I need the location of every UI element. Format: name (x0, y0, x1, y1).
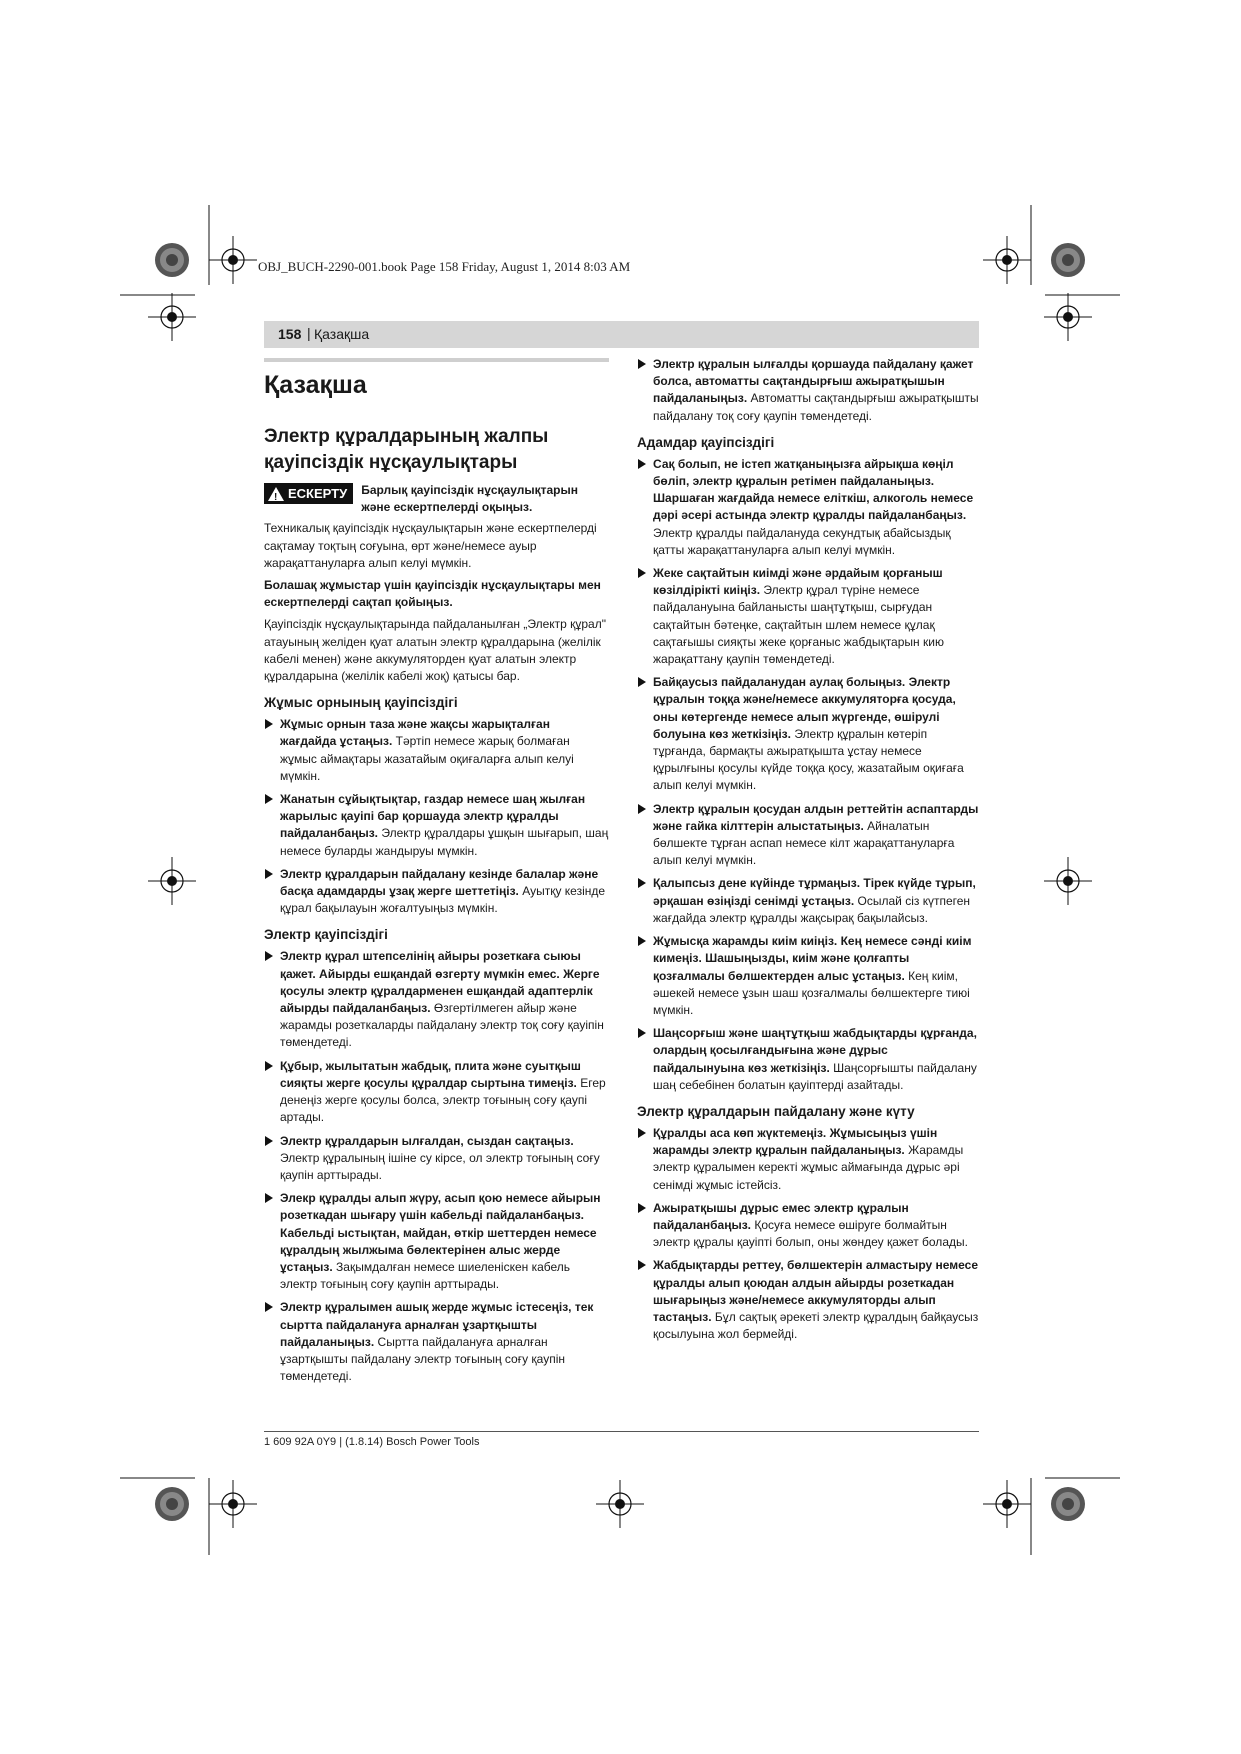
header-language: Қазақша (314, 326, 370, 342)
bullet-bold-text: Электр құралымен ашық жерде жұмыс істесеңіз, тек сыртта пайдалануға арналған ұзартқышты пайдаланыңыз. (280, 1300, 594, 1349)
bullet-text: Қосуға немесе өшіруге болмайтын электр құралы қауіпті болып, оны жөндеу қажет болады. (653, 1217, 968, 1250)
bullet-item (637, 801, 982, 870)
book-file-line: OBJ_BUCH-2290-001.book Page 158 Friday, August 1, 2014 8:03 AM (258, 259, 631, 274)
bullet-text: Айналатын бөлшекте тұрған аспап немесе кілт жарақаттануларға алып келуі мүмкін. (653, 818, 955, 868)
bullet-bold-text: Сақ болып, не істеп жатқаныңызға айрықша көңіл бөліп, электр құралын ретімен пайдаланыңыз. Шаршаған жағдайда немесе еліткіш, алкоголь немесе дәрі әсері астында электр құралды пайдаланбаңыз. (653, 456, 974, 523)
bullet-bold-text: Ажыратқышы дұрыс емес электр құралын пайдаланбаңыз. (653, 1200, 909, 1232)
bullet-bold-text: Қалыпсыз дене күйінде тұрмаңыз. Тірек күйде тұрып, әрқашан өзіңізді сенімді ұстаңыз. (653, 876, 976, 908)
bullet-text: Зақымдалған немесе шиеленіскен кабель электр тоғының соғу қаупін арттырады. (280, 1259, 571, 1292)
bullet-bold-text: Жанатын сұйықтықтар, газдар немесе шаң жылған жарылыс қауіпі бар қоршауда электр құралды пайдаланбаңыз. (280, 792, 586, 841)
bullet-item (637, 456, 982, 559)
bullet-arrow-icon (638, 936, 646, 946)
bullet-item (637, 1125, 982, 1194)
bullet-item (637, 1025, 982, 1094)
header-separator: | (307, 325, 311, 341)
intro-paragraph: Техникалық қауіпсіздік нұсқаулықтарын және ескертпелерді сақтамау тоқтың соғуына, өрт және/немесе ауыр жарақаттануларға алып келуі мүмкін. (264, 521, 597, 570)
bullet-bold-text: Құбыр, жылытатын жабдық, плита және суытқыш сияқты жерге қосулы құралдар сыртына тимеңіз. (280, 1058, 581, 1090)
bullet-text: Тәртіп немесе жарық болмаған жұмыс аймақтары жазатайым оқиғаларға алып келуі мүмкін. (280, 734, 574, 783)
bullet-text: Өзгертілмеген айыр және жарамды розеткаларды пайдалану электр тоқ соғу қауіпін төмендетеді. (280, 1001, 604, 1050)
bullet-bold-text: Жұмыс орнын таза және жақсы жарықталған жағдайда ұстаңыз. (280, 717, 550, 749)
bullet-arrow-icon (638, 677, 646, 687)
subheading-electrical: Электр қауіпсіздігі (264, 927, 388, 943)
subheading-work-area: Жұмыс орнының қауіпсіздігі (264, 695, 458, 711)
left-column (264, 358, 609, 1391)
bullet-item (264, 1190, 609, 1293)
bullet-item (264, 948, 609, 1051)
bullet-arrow-icon (638, 1260, 646, 1270)
language-title: Қазақша (264, 371, 367, 399)
page-number: 158 (278, 326, 302, 342)
bullet-item (264, 1133, 609, 1185)
bullet-arrow-icon (638, 568, 646, 578)
warning-text: Барлық қауіпсіздік нұсқаулықтарын және ескертпелерді оқыңыз. (361, 483, 578, 515)
bullet-text: Электр құралының ішіне су кірсе, ол электр тоғының соғу қаупін арттырады. (280, 1150, 600, 1182)
warning-badge (264, 483, 353, 504)
bullet-arrow-icon (265, 951, 273, 961)
bullet-bold-text: Электр құралдарын пайдалану кезінде балалар және басқа адамдарды ұзақ жерге шеттетіңіз. (280, 866, 599, 899)
bullet-item (637, 1200, 982, 1252)
bullet-text: Жарамды электр құралымен керекті жұмыс аймағында дұрыс әрі сенімді жұмыс істейсіз. (653, 1143, 964, 1192)
bullet-arrow-icon (265, 1193, 273, 1203)
bullet-bold-text: Шаңсорғыш және шаңтұтқыш жабдықтарды құрғанда, олардың қосылғандығына және дұрыс пайдалынуына көз жеткізіңіз. (653, 1026, 977, 1075)
bullet-item (264, 1058, 609, 1127)
bullet-text: Электр құрал түріне немесе пайдалануына байланысты шаңтұтқыш, сырғудан сақтайтын бәтеңке, сақтайтын шлем немесе құлақ сақтағышы сияқты жеке қорғаныс жабдықтарын кию жарақаттану қаупін төмендетеді. (653, 583, 944, 667)
bullet-item (637, 875, 982, 927)
page-header (264, 321, 979, 348)
bullet-bold-text: Жабдықтарды реттеу, бөлшектерін алмастыру немесе құралды алып қоюдан алдын айырды розеткадан шығарыңыз және/немесе аккумуляторды алып тастаңыз. (653, 1258, 979, 1324)
items1-list (264, 716, 609, 917)
subheading-tool-use: Электр құралдарын пайдалану және күту (637, 1103, 915, 1119)
footer-text: 1 609 92A 0Y9 | (1.8.14) Bosch Power Tools (264, 1436, 480, 1448)
bullet-bold-text: Элекр құралды алып жүру, асып қою немесе айырын розеткадан шығару үшін кабельді пайдаланбаңыз. Кабельді ыстықтан, майдан, өткір шеттерден немесе құралдың жылжыма бөлектерінен алыс жерде ұстаңыз. (280, 1191, 601, 1274)
bullet-item (264, 866, 609, 918)
column-top-rule (264, 358, 609, 362)
bullet-arrow-icon (265, 1061, 273, 1071)
bullet-arrow-icon (638, 1128, 646, 1138)
bullet-bold-text: Жұмысқа жарамды киім киіңіз. Кең немесе сәнді киім кимеңіз. Шашыңызды, киім және қолғапты қозғалмалы бөлшектерден алыс ұстаңыз. (653, 934, 972, 983)
bullet-arrow-icon (265, 719, 273, 729)
bullet-arrow-icon (638, 1203, 646, 1213)
warning-block (264, 482, 609, 516)
bullet-arrow-icon (638, 459, 646, 469)
bullet-item (637, 356, 982, 425)
items2-list (264, 948, 609, 1385)
bullet-text: Автоматты сақтандырғыш ажыратқышты пайдалану тоқ соғу қаупін төмендетеді. (653, 391, 979, 423)
items3-list (637, 456, 982, 1094)
warning-badge-label: ЕСКЕРТУ (288, 485, 348, 501)
bullet-item (264, 1299, 609, 1385)
section-title: Электр құралдарының жалпы қауіпсіздік нұсқаулықтары (264, 426, 549, 473)
footer-rule (264, 1431, 979, 1432)
bullet-text: Кең киім, әшекей немесе ұзын шаш қозғалмалы бөлшектерге тиюі мүмкін. (653, 968, 970, 1017)
warning-triangle-icon: ! (268, 487, 284, 501)
bullet-text: Егер денеңіз жерге қосулы болса, электр тоғының соғу қаупі артады. (280, 1075, 606, 1125)
bullet-arrow-icon (265, 794, 273, 804)
bullet-text: Осылай сіз күтпеген жағдайда электр құралды жақсырақ бақылайсыз. (653, 893, 971, 925)
subheading-personal: Адамдар қауіпсіздігі (637, 434, 775, 450)
items4-list (637, 1125, 982, 1343)
bullet-text: Электр құралдары ұшқын шығарып, шаң немесе буларды жандыруы мүмкін. (280, 826, 609, 858)
bullet-arrow-icon (265, 869, 273, 879)
bullet-arrow-icon (638, 878, 646, 888)
bullet-item (637, 933, 982, 1019)
bullet-text: Шаңсорғышты пайдалану шаң себебінен болатын қауіптерді азайтады. (653, 1060, 977, 1092)
bullet-bold-text: Электр құралын ылғалды қоршауда пайдалану қажет болса, автоматты сақтандырғыш ажыратқышын пайдаланыңыз. (653, 357, 974, 406)
bullet-arrow-icon (265, 1136, 273, 1146)
bullet-bold-text: Электр құралын қосудан алдын реттейтін аспаптарды және гайка кілттерін алыстатыңыз. (653, 801, 979, 833)
bullet-arrow-icon (638, 1028, 646, 1038)
definition-paragraph: Қауіпсіздік нұсқаулықтарында пайдаланылған „Электр құрал" атауының желіден қуат алатын электр құралдарына (желілік кабелі менен) және аккумуляторден қуат алатын электр құралдарына (желілік кабелі жоқ) қатысы бар. (264, 617, 606, 684)
keep-instructions-paragraph: Болашақ жұмыстар үшін қауіпсіздік нұсқаулықтары мен ескертпелерді сақтап қойыңыз. (264, 578, 601, 610)
bullet-bold-text: Электр құралдарын ылғалдан, сыздан сақтаңыз. (280, 1133, 574, 1148)
bullet-item (637, 674, 982, 794)
bullet-arrow-icon (638, 804, 646, 814)
bullet-text: Ауытқу кезінде құрал бақылауын жоғалтуыңыз мүмкін. (280, 884, 606, 916)
bullet-bold-text: Электр құрал штепселінің айыры розеткаға сыюы қажет. Айырды ешқандай өзгерту мүмкін емес. Жерге қосулы электр құралдарменен ешқандай адаптерлік айырды пайдаланбаңыз. (280, 949, 600, 1016)
bullet-item (264, 716, 609, 785)
bullet-arrow-icon (265, 1302, 273, 1312)
bullet-item (637, 565, 982, 668)
bullet-text: Электр құралды пайдалануда секундтық абайсыздық қатты жарақаттануларға алып келуі мүмкін. (653, 525, 951, 557)
bullet-bold-text: Байқаусыз пайдаланудан аулақ болыңыз. Электр құралын тоққа және/немесе аккумуляторға қосуда, оны көтергенде немесе алып жүргенде, өшірулі болуына көз жеткізіңіз. (653, 675, 956, 741)
bullet-item (264, 791, 609, 860)
right-column (637, 356, 982, 1349)
bullet-item (637, 1257, 982, 1343)
bullet-text: Бұл сақтық әрекеті электр құралдың байқаусыз қосылуына жол бермейді. (653, 1309, 979, 1342)
bullet-text: Электр құралын көтеріп тұрғанда, бармақты ажыратқышта ұстау немесе құрылғыны қосулы күйде тоққа қосу, жазатайым оқиғаға алып келуі мүмкін. (653, 726, 964, 793)
items0-list (637, 356, 982, 425)
bullet-bold-text: Жеке сақтайтын киімді және әрдайым қорғаныш көзілдірікті киіңіз. (653, 566, 943, 598)
bullet-text: Сыртта пайдалануға арналған ұзартқышты пайдалану электр тоғының соғу қаупін төмендетеді. (280, 1334, 565, 1384)
bullet-arrow-icon (638, 359, 646, 369)
bullet-bold-text: Құралды аса көп жүктемеңіз. Жұмысыңыз үшін жарамды электр құралын пайдаланыңыз. (653, 1125, 938, 1158)
